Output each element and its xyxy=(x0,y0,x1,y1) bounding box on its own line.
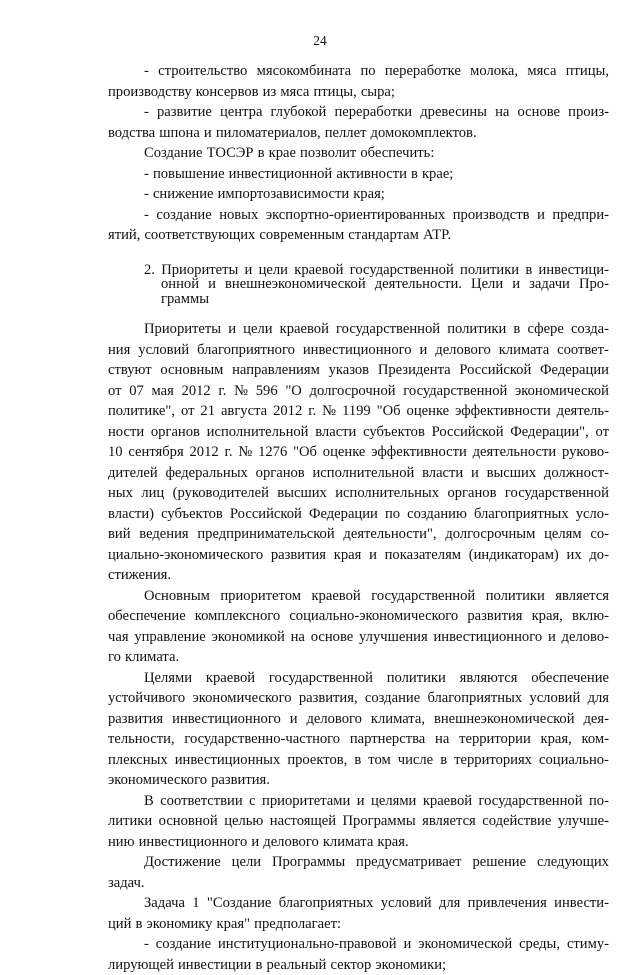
paragraph xyxy=(108,102,609,143)
text-line: ций в экономику края" предполагает: xyxy=(108,914,609,935)
text-line: Достижение цели Программы предусматривает решение следующих xyxy=(108,852,609,873)
text-line: политике", от 21 августа 2012 г. № 1199 "Об оценке эффективности деятель- xyxy=(108,401,609,422)
text-line: обеспечение комплексного социально-экономического развития края, вклю- xyxy=(108,606,609,627)
text-line: развития инвестиционного и делового климата, внешнеэкономической дея- xyxy=(108,709,609,730)
heading-line: граммы xyxy=(108,292,609,307)
text-line: Основным приоритетом краевой государственной политики является xyxy=(108,586,609,607)
paragraph xyxy=(108,61,609,102)
text-line: устойчивого экономического развития, создание благоприятных условий для xyxy=(108,688,609,709)
text-line: - строительство мясокомбината по переработке молока, мяса птицы, xyxy=(108,61,609,82)
paragraph xyxy=(108,164,609,185)
heading-line: онной и внешнеэкономической деятельности. Цели и задачи Про- xyxy=(108,277,609,292)
text-line: плексных инвестиционных проектов, в том числе в территориях социально- xyxy=(108,750,609,771)
text-line: экономического развития. xyxy=(108,770,609,791)
text-line: Задача 1 "Создание благоприятных условий для привлечения инвести- xyxy=(108,893,609,914)
text-line: задач. xyxy=(108,873,609,894)
text-line: от 07 мая 2012 г. № 596 "О долгосрочной государственной экономической xyxy=(108,381,609,402)
text-line: литики основной целью настоящей Программы является содействие улучше- xyxy=(108,811,609,832)
paragraph xyxy=(108,934,609,975)
text-line: 10 сентября 2012 г. № 1276 "Об оценке эффективности деятельности руково- xyxy=(108,442,609,463)
heading-line: 2. Приоритеты и цели краевой государственной политики в инвестици- xyxy=(108,263,609,278)
paragraph xyxy=(108,791,609,853)
text-line: го климата. xyxy=(108,647,609,668)
text-line: - снижение импортозависимости края; xyxy=(108,184,609,205)
paragraph xyxy=(108,668,609,791)
text-line: нию инвестиционного и делового климата края. xyxy=(108,832,609,853)
paragraph xyxy=(108,184,609,205)
text-line: циально-экономического развития края и показателям (индикаторам) их до- xyxy=(108,545,609,566)
page-number: 24 xyxy=(0,33,640,49)
paragraph xyxy=(108,893,609,934)
text-line: водства шпона и пиломатериалов, пеллет домокомплектов. xyxy=(108,123,609,144)
text-line: - создание новых экспортно-ориентированных производств и предпри- xyxy=(108,205,609,226)
text-line: тельности, государственно-частного партнерства на территории края, ком- xyxy=(108,729,609,750)
text-line: Создание ТОСЭР в крае позволит обеспечить: xyxy=(108,143,609,164)
text-line: ния условий благоприятного инвестиционного и делового климата соответ- xyxy=(108,340,609,361)
paragraph xyxy=(108,586,609,668)
text-line: - развитие центра глубокой переработки древесины на основе произ- xyxy=(108,102,609,123)
text-line: ятий, соответствующих современным стандартам АТР. xyxy=(108,225,609,246)
section-heading xyxy=(108,263,609,307)
text-line: дителей федеральных органов исполнительной власти и высших должност- xyxy=(108,463,609,484)
text-line: Целями краевой государственной политики являются обеспечение xyxy=(108,668,609,689)
text-line: В соответствии с приоритетами и целями краевой государственной по- xyxy=(108,791,609,812)
text-line: стижения. xyxy=(108,565,609,586)
text-line: - создание институционально-правовой и экономической среды, стиму- xyxy=(108,934,609,955)
text-line: власти) субъектов Российской Федерации по созданию благоприятных усло- xyxy=(108,504,609,525)
text-line: ных лиц (руководителей высших исполнительных органов государственной xyxy=(108,483,609,504)
paragraph xyxy=(108,852,609,893)
text-line: производству консервов из мяса птицы, сыра; xyxy=(108,82,609,103)
paragraph xyxy=(108,205,609,246)
paragraph xyxy=(108,143,609,164)
text-line: - повышение инвестиционной активности в крае; xyxy=(108,164,609,185)
text-line: лирующей инвестиции в реальный сектор экономики; xyxy=(108,955,609,975)
text-line: Приоритеты и цели краевой государственной политики в сфере созда- xyxy=(108,319,609,340)
text-line: чая управление экономикой на основе улучшения инвестиционного и делово- xyxy=(108,627,609,648)
paragraph xyxy=(108,319,609,586)
text-line: вий ведения предпринимательской деятельности", долгосрочным целям со- xyxy=(108,524,609,545)
document-body xyxy=(108,61,609,975)
text-line: ности органов исполнительной власти субъектов Российской Федерации", от xyxy=(108,422,609,443)
text-line: ствуют основным направлениям указов Президента Российской Федерации xyxy=(108,360,609,381)
